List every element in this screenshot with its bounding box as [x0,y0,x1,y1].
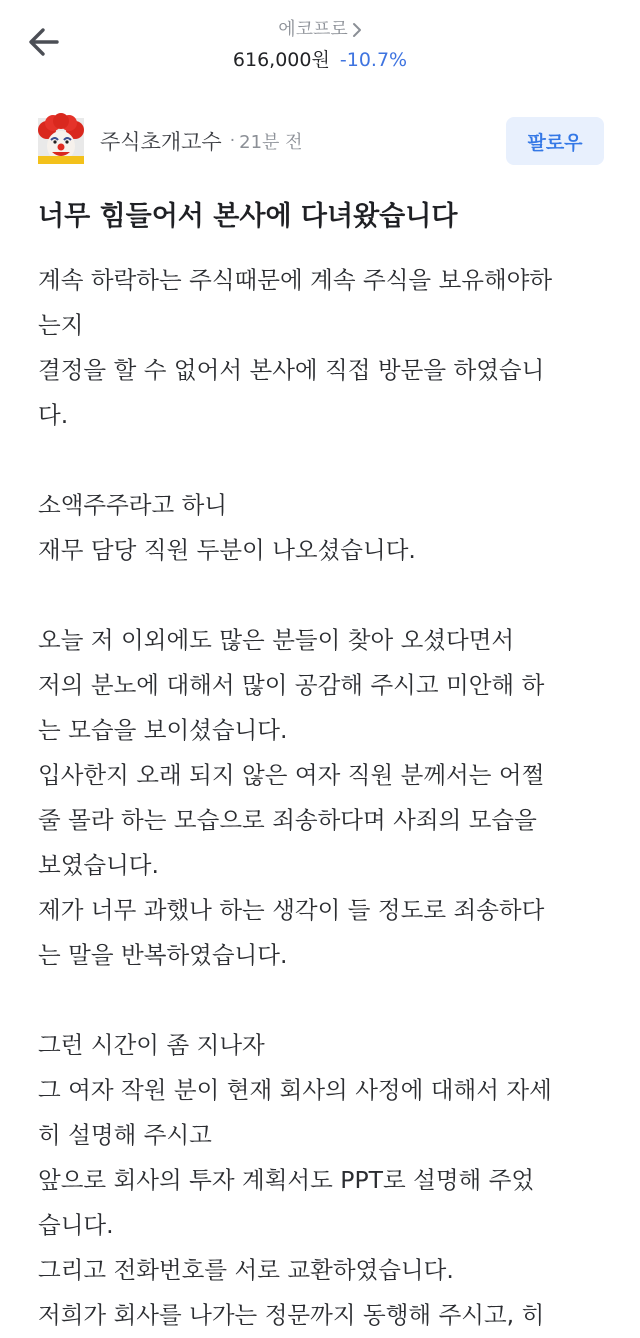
body-line: 는지 [38,311,84,339]
blank-line [38,438,608,483]
blank-line [38,978,608,1023]
body-line: 히 설명해 주시고 [38,1121,212,1149]
body-line: 는 말을 반복하였습니다. [38,941,288,969]
blank-line [38,573,608,618]
stock-name: 에코프로 [278,19,348,40]
body-line: 저희가 회사를 나가는 정문까지 동행해 주시고, 히 [38,1301,545,1329]
meta-separator: · [229,131,236,151]
body-line: 앞으로 회사의 투자 계획서도 PPT로 설명해 주었 [38,1166,535,1194]
body-line: 저의 분노에 대해서 많이 공감해 주시고 미안해 하 [38,671,545,699]
chevron-right-icon [352,22,362,38]
body-line: 줄 몰라 하는 모습으로 죄송하다며 사죄의 모습을 [38,806,537,834]
stock-change: -10.7% [339,49,408,71]
body-line: 보였습니다. [38,851,159,879]
follow-button[interactable]: 팔로우 [506,117,604,165]
top-header [0,0,640,88]
post-body [38,258,608,1329]
author-name[interactable]: 주식초개고수 [100,130,222,154]
body-line: 는 모습을 보이셨습니다. [38,716,288,744]
stock-name-link[interactable] [278,16,362,44]
stock-price: 616,000원 [232,49,330,71]
body-line: 다. [38,401,69,429]
author-row [38,115,604,167]
body-line: 그런 시간이 좀 지나자 [38,1031,265,1059]
body-line: 그리고 전화번호를 서로 교환하였습니다. [38,1256,454,1284]
body-line: 결정을 할 수 없어서 본사에 직접 방문을 하였습니 [38,356,545,384]
body-line: 오늘 저 이외에도 많은 분들이 찾아 오셨다면서 [38,626,515,654]
post-title: 너무 힘들어서 본사에 다녀왔습니다 [38,201,458,232]
body-line: 소액주주라고 하니 [38,491,228,519]
post-time: 21분 전 [239,132,303,153]
body-line: 습니다. [38,1211,114,1239]
stock-info [0,16,640,74]
clown-avatar-icon [38,118,84,164]
avatar[interactable] [38,118,84,164]
body-line: 그 여자 작원 분이 현재 회사의 사정에 대해서 자세 [38,1076,552,1104]
body-line: 제가 너무 과했나 하는 생각이 들 정도로 죄송하다 [38,896,545,924]
body-line: 계속 하락하는 주식때문에 계속 주식을 보유해야하 [38,266,553,294]
body-line: 입사한지 오래 되지 않은 여자 직원 분께서는 어쩔 [38,761,545,789]
stock-price-row [0,46,640,74]
body-line: 재무 담당 직원 두분이 나오셨습니다. [38,536,416,564]
